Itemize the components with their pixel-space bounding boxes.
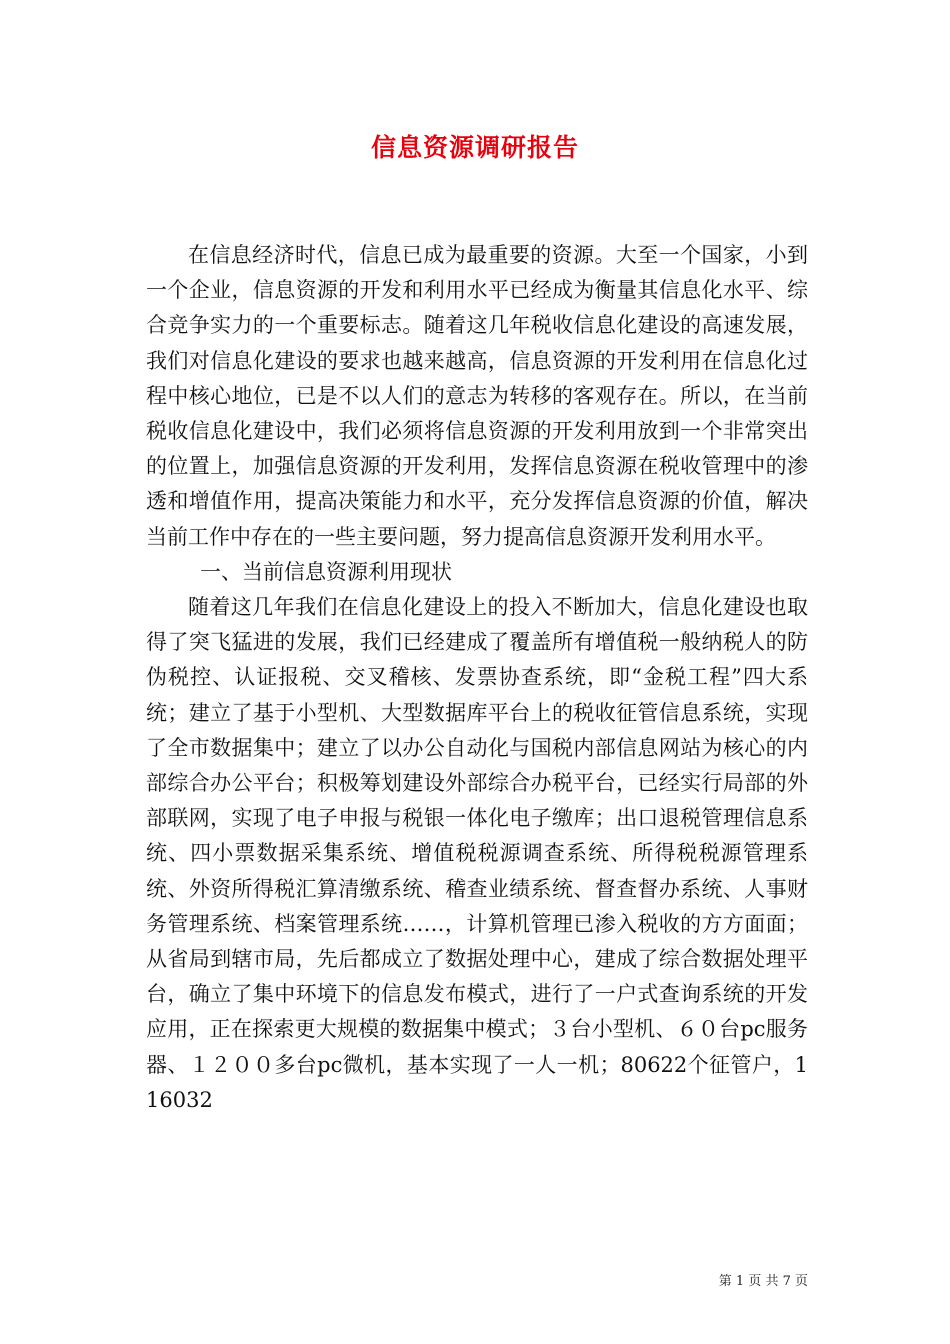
- page-title: 信息资源调研报告: [370, 133, 579, 162]
- section-paragraph: 随着这几年我们在信息化建设上的投入不断加大，信息化建设也取得了突飞猛进的发展，我们已经建成了覆盖所有增值税一般纳税人的防伪税控、认证报税、交叉稽核、发票协查系统，即“金税工程”四大系统；建立了基于小型机、大型数据库平台上的税收征管信息系统，实现了全市数据集中；建立了以办公自动化与国税内部信息网站为核心的内部综合办公平台；积极筹划建设外部综合办税平台，已经实行局部的外部联网，实现了电子申报与税银一体化电子缴库；出口退税管理信息系统、四小票数据采集系统、增值税税源调查系统、所得税税源管理系统、外资所得税汇算清缴系统、稽查业绩系统、督查督办系统、人事财务管理系统、档案管理系统……，计算机管理已渗入税收的方方面面；从省局到辖市局，先后都成立了数据处理中心，建成了综合数据处理平台，确立了集中环境下的信息发布模式，进行了一户式查询系统的开发应用，正在探索更大规模的数据集中模式；３台小型机、６０台pc服务器、１２００多台pc微机，基本实现了一人一机；80622个征管户，116032: [146, 595, 808, 1112]
- page-number: 第 1 页 共 7 页: [718, 1274, 808, 1289]
- intro-paragraph: 在信息经济时代，信息已成为最重要的资源。大至一个国家，小到一个企业，信息资源的开发和利用水平已经成为衡量其信息化水平、综合竞争实力的一个重要标志。随着这几年税收信息化建设的高速发展，我们对信息化建设的要求也越来越高，信息资源的开发利用在信息化过程中核心地位，已是不以人们的意志为转移的客观存在。所以，在当前税收信息化建设中，我们必须将信息资源的开发利用放到一个非常突出的位置上，加强信息资源的开发利用，发挥信息资源在税收管理中的渗透和增值作用，提高决策能力和水平，充分发挥信息资源的价值，解决当前工作中存在的一些主要问题，努力提高信息资源开发利用水平。: [146, 243, 808, 549]
- document-body: [146, 238, 808, 1118]
- section-heading: 一、当前信息资源利用现状: [200, 559, 452, 584]
